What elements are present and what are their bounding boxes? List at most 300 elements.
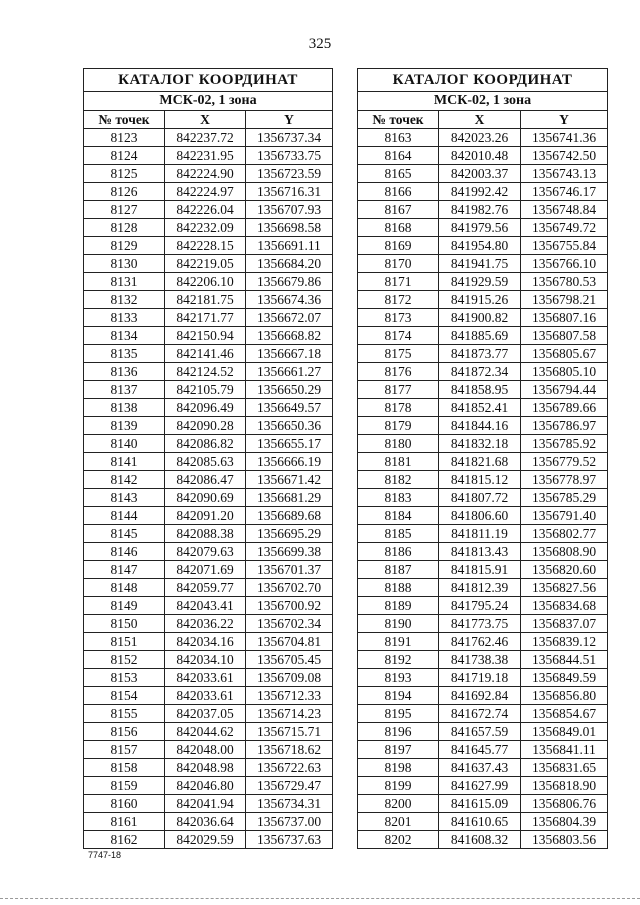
y-coordinate-cell: 1356803.56 — [521, 831, 608, 849]
point-number-cell: 8128 — [84, 219, 165, 237]
x-coordinate-cell: 842033.61 — [165, 687, 246, 705]
y-coordinate-cell: 1356701.37 — [246, 561, 333, 579]
x-coordinate-cell: 841954.80 — [439, 237, 521, 255]
x-coordinate-cell: 842232.09 — [165, 219, 246, 237]
x-coordinate-cell: 841627.99 — [439, 777, 521, 795]
x-coordinate-cell: 841941.75 — [439, 255, 521, 273]
x-coordinate-cell: 841608.32 — [439, 831, 521, 849]
point-number-cell: 8142 — [84, 471, 165, 489]
table-row — [358, 309, 608, 327]
y-coordinate-cell: 1356807.16 — [521, 309, 608, 327]
x-coordinate-cell: 842086.82 — [165, 435, 246, 453]
point-number-cell: 8149 — [84, 597, 165, 615]
table-row — [84, 579, 333, 597]
x-coordinate-cell: 842048.98 — [165, 759, 246, 777]
table-row — [84, 489, 333, 507]
table-row — [84, 795, 333, 813]
x-coordinate-cell: 841692.84 — [439, 687, 521, 705]
x-coordinate-cell: 842036.64 — [165, 813, 246, 831]
point-number-cell: 8175 — [358, 345, 439, 363]
x-coordinate-cell: 842228.15 — [165, 237, 246, 255]
point-number-cell: 8195 — [358, 705, 439, 723]
point-number-cell: 8171 — [358, 273, 439, 291]
table-row — [358, 237, 608, 255]
y-coordinate-cell: 1356668.82 — [246, 327, 333, 345]
table-row — [358, 669, 608, 687]
table-row — [84, 705, 333, 723]
point-number-cell: 8177 — [358, 381, 439, 399]
y-coordinate-cell: 1356722.63 — [246, 759, 333, 777]
table-row — [84, 597, 333, 615]
y-coordinate-cell: 1356737.63 — [246, 831, 333, 849]
point-number-cell: 8160 — [84, 795, 165, 813]
table-row — [84, 273, 333, 291]
y-coordinate-cell: 1356737.00 — [246, 813, 333, 831]
y-coordinate-cell: 1356723.59 — [246, 165, 333, 183]
point-number-cell: 8159 — [84, 777, 165, 795]
x-coordinate-cell: 842224.97 — [165, 183, 246, 201]
point-number-cell: 8127 — [84, 201, 165, 219]
x-coordinate-cell: 841915.26 — [439, 291, 521, 309]
y-coordinate-cell: 1356698.58 — [246, 219, 333, 237]
y-coordinate-cell: 1356715.71 — [246, 723, 333, 741]
x-coordinate-cell: 842090.69 — [165, 489, 246, 507]
catalog-title: КАТАЛОГ КООРДИНАТ — [358, 69, 608, 92]
y-coordinate-cell: 1356805.67 — [521, 345, 608, 363]
point-number-cell: 8189 — [358, 597, 439, 615]
y-coordinate-cell: 1356802.77 — [521, 525, 608, 543]
y-coordinate-cell: 1356734.31 — [246, 795, 333, 813]
y-coordinate-cell: 1356655.17 — [246, 435, 333, 453]
y-coordinate-cell: 1356834.68 — [521, 597, 608, 615]
table-row — [84, 255, 333, 273]
y-coordinate-cell: 1356679.86 — [246, 273, 333, 291]
y-coordinate-cell: 1356849.01 — [521, 723, 608, 741]
table-row — [84, 669, 333, 687]
table-row — [84, 327, 333, 345]
point-number-cell: 8146 — [84, 543, 165, 561]
table-row — [358, 489, 608, 507]
y-coordinate-cell: 1356791.40 — [521, 507, 608, 525]
x-coordinate-cell: 842088.38 — [165, 525, 246, 543]
table-row — [84, 831, 333, 849]
point-number-cell: 8201 — [358, 813, 439, 831]
table-row — [358, 687, 608, 705]
document-footer-code: 7747-18 — [88, 850, 122, 860]
table-row — [358, 399, 608, 417]
table-row — [358, 291, 608, 309]
point-number-cell: 8163 — [358, 129, 439, 147]
y-coordinate-cell: 1356741.36 — [521, 129, 608, 147]
y-coordinate-cell: 1356785.92 — [521, 435, 608, 453]
y-coordinate-cell: 1356856.80 — [521, 687, 608, 705]
x-coordinate-cell: 842231.95 — [165, 147, 246, 165]
table-row — [358, 795, 608, 813]
point-number-cell: 8138 — [84, 399, 165, 417]
x-coordinate-cell: 842036.22 — [165, 615, 246, 633]
table-row — [84, 507, 333, 525]
table-row — [84, 615, 333, 633]
y-coordinate-cell: 1356704.81 — [246, 633, 333, 651]
table-row — [358, 201, 608, 219]
x-coordinate-cell: 841858.95 — [439, 381, 521, 399]
y-coordinate-cell: 1356789.66 — [521, 399, 608, 417]
y-coordinate-cell: 1356702.34 — [246, 615, 333, 633]
y-coordinate-cell: 1356714.23 — [246, 705, 333, 723]
table-body — [358, 129, 608, 849]
point-number-cell: 8196 — [358, 723, 439, 741]
point-number-cell: 8185 — [358, 525, 439, 543]
table-row — [358, 561, 608, 579]
table-row — [358, 633, 608, 651]
point-number-cell: 8188 — [358, 579, 439, 597]
point-number-cell: 8134 — [84, 327, 165, 345]
x-coordinate-cell: 842029.59 — [165, 831, 246, 849]
point-number-cell: 8183 — [358, 489, 439, 507]
point-number-cell: 8167 — [358, 201, 439, 219]
x-coordinate-cell: 841821.68 — [439, 453, 521, 471]
point-number-cell: 8191 — [358, 633, 439, 651]
y-coordinate-cell: 1356786.97 — [521, 417, 608, 435]
table-row — [84, 309, 333, 327]
point-number-cell: 8174 — [358, 327, 439, 345]
y-coordinate-cell: 1356804.39 — [521, 813, 608, 831]
y-coordinate-cell: 1356705.45 — [246, 651, 333, 669]
y-coordinate-cell: 1356755.84 — [521, 237, 608, 255]
x-coordinate-cell: 841610.65 — [439, 813, 521, 831]
point-number-cell: 8156 — [84, 723, 165, 741]
y-coordinate-cell: 1356778.97 — [521, 471, 608, 489]
x-coordinate-cell: 842226.04 — [165, 201, 246, 219]
table-row — [358, 327, 608, 345]
point-number-cell: 8182 — [358, 471, 439, 489]
point-number-cell: 8130 — [84, 255, 165, 273]
point-number-cell: 8141 — [84, 453, 165, 471]
point-number-cell: 8198 — [358, 759, 439, 777]
point-number-cell: 8148 — [84, 579, 165, 597]
table-row — [84, 165, 333, 183]
point-number-cell: 8147 — [84, 561, 165, 579]
y-coordinate-cell: 1356841.11 — [521, 741, 608, 759]
point-number-cell: 8178 — [358, 399, 439, 417]
y-coordinate-cell: 1356650.29 — [246, 381, 333, 399]
x-coordinate-cell: 841811.19 — [439, 525, 521, 543]
x-coordinate-cell: 841645.77 — [439, 741, 521, 759]
table-row — [84, 417, 333, 435]
point-number-cell: 8139 — [84, 417, 165, 435]
x-coordinate-cell: 841812.39 — [439, 579, 521, 597]
point-number-cell: 8168 — [358, 219, 439, 237]
y-coordinate-cell: 1356709.08 — [246, 669, 333, 687]
table-row — [84, 219, 333, 237]
y-coordinate-cell: 1356827.56 — [521, 579, 608, 597]
table-row — [358, 273, 608, 291]
table-row — [358, 255, 608, 273]
y-coordinate-cell: 1356707.93 — [246, 201, 333, 219]
y-coordinate-cell: 1356748.84 — [521, 201, 608, 219]
point-number-cell: 8176 — [358, 363, 439, 381]
x-coordinate-cell: 841873.77 — [439, 345, 521, 363]
table-row — [358, 147, 608, 165]
table-row — [84, 543, 333, 561]
x-coordinate-cell: 841900.82 — [439, 309, 521, 327]
table-row — [358, 363, 608, 381]
point-number-cell: 8137 — [84, 381, 165, 399]
x-coordinate-cell: 841773.75 — [439, 615, 521, 633]
x-coordinate-cell: 842046.80 — [165, 777, 246, 795]
y-coordinate-cell: 1356737.34 — [246, 129, 333, 147]
table-row — [358, 723, 608, 741]
table-row — [84, 471, 333, 489]
table-row — [84, 633, 333, 651]
y-coordinate-cell: 1356806.76 — [521, 795, 608, 813]
y-coordinate-cell: 1356674.36 — [246, 291, 333, 309]
coordinate-system-subtitle: МСК-02, 1 зона — [358, 92, 608, 111]
y-coordinate-cell: 1356700.92 — [246, 597, 333, 615]
x-coordinate-cell: 842141.46 — [165, 345, 246, 363]
point-number-cell: 8179 — [358, 417, 439, 435]
point-number-cell: 8145 — [84, 525, 165, 543]
y-coordinate-cell: 1356729.47 — [246, 777, 333, 795]
y-coordinate-cell: 1356712.33 — [246, 687, 333, 705]
x-coordinate-cell: 842043.41 — [165, 597, 246, 615]
y-coordinate-cell: 1356779.52 — [521, 453, 608, 471]
x-coordinate-cell: 841815.91 — [439, 561, 521, 579]
x-coordinate-cell: 841807.72 — [439, 489, 521, 507]
x-coordinate-cell: 842010.48 — [439, 147, 521, 165]
column-header-y: Y — [521, 111, 608, 129]
x-coordinate-cell: 842079.63 — [165, 543, 246, 561]
point-number-cell: 8197 — [358, 741, 439, 759]
point-number-cell: 8181 — [358, 453, 439, 471]
x-coordinate-cell: 842059.77 — [165, 579, 246, 597]
table-row — [84, 435, 333, 453]
column-header-point-number: № точек — [84, 111, 165, 129]
x-coordinate-cell: 841719.18 — [439, 669, 521, 687]
point-number-cell: 8143 — [84, 489, 165, 507]
point-number-cell: 8136 — [84, 363, 165, 381]
x-coordinate-cell: 841832.18 — [439, 435, 521, 453]
table-row — [84, 381, 333, 399]
y-coordinate-cell: 1356746.17 — [521, 183, 608, 201]
x-coordinate-cell: 842171.77 — [165, 309, 246, 327]
table-row — [84, 723, 333, 741]
point-number-cell: 8161 — [84, 813, 165, 831]
point-number-cell: 8126 — [84, 183, 165, 201]
table-row — [358, 705, 608, 723]
x-coordinate-cell: 842096.49 — [165, 399, 246, 417]
x-coordinate-cell: 841615.09 — [439, 795, 521, 813]
x-coordinate-cell: 842086.47 — [165, 471, 246, 489]
table-row — [84, 201, 333, 219]
y-coordinate-cell: 1356681.29 — [246, 489, 333, 507]
table-row — [358, 579, 608, 597]
table-row — [84, 777, 333, 795]
y-coordinate-cell: 1356699.38 — [246, 543, 333, 561]
y-coordinate-cell: 1356742.50 — [521, 147, 608, 165]
table-row — [84, 345, 333, 363]
point-number-cell: 8131 — [84, 273, 165, 291]
x-coordinate-cell: 842150.94 — [165, 327, 246, 345]
y-coordinate-cell: 1356743.13 — [521, 165, 608, 183]
y-coordinate-cell: 1356661.27 — [246, 363, 333, 381]
point-number-cell: 8164 — [358, 147, 439, 165]
point-number-cell: 8187 — [358, 561, 439, 579]
table-row — [358, 417, 608, 435]
table-row — [358, 165, 608, 183]
x-coordinate-cell: 842181.75 — [165, 291, 246, 309]
point-number-cell: 8166 — [358, 183, 439, 201]
y-coordinate-cell: 1356672.07 — [246, 309, 333, 327]
y-coordinate-cell: 1356798.21 — [521, 291, 608, 309]
x-coordinate-cell: 842091.20 — [165, 507, 246, 525]
y-coordinate-cell: 1356689.68 — [246, 507, 333, 525]
x-coordinate-cell: 842048.00 — [165, 741, 246, 759]
table-row — [358, 219, 608, 237]
x-coordinate-cell: 841806.60 — [439, 507, 521, 525]
x-coordinate-cell: 841738.38 — [439, 651, 521, 669]
x-coordinate-cell: 841672.74 — [439, 705, 521, 723]
point-number-cell: 8123 — [84, 129, 165, 147]
table-row — [84, 399, 333, 417]
y-coordinate-cell: 1356766.10 — [521, 255, 608, 273]
point-number-cell: 8152 — [84, 651, 165, 669]
coordinate-catalog-table-left — [83, 68, 333, 849]
page-number: 325 — [308, 36, 332, 52]
table-row — [358, 777, 608, 795]
y-coordinate-cell: 1356849.59 — [521, 669, 608, 687]
x-coordinate-cell: 842237.72 — [165, 129, 246, 147]
x-coordinate-cell: 841762.46 — [439, 633, 521, 651]
table-row — [358, 471, 608, 489]
point-number-cell: 8129 — [84, 237, 165, 255]
x-coordinate-cell: 841844.16 — [439, 417, 521, 435]
point-number-cell: 8169 — [358, 237, 439, 255]
x-coordinate-cell: 842044.62 — [165, 723, 246, 741]
y-coordinate-cell: 1356695.29 — [246, 525, 333, 543]
table-row — [84, 759, 333, 777]
point-number-cell: 8192 — [358, 651, 439, 669]
y-coordinate-cell: 1356671.42 — [246, 471, 333, 489]
y-coordinate-cell: 1356844.51 — [521, 651, 608, 669]
column-header-y: Y — [246, 111, 333, 129]
point-number-cell: 8155 — [84, 705, 165, 723]
x-coordinate-cell: 842105.79 — [165, 381, 246, 399]
coordinate-system-subtitle: МСК-02, 1 зона — [84, 92, 333, 111]
point-number-cell: 8151 — [84, 633, 165, 651]
column-header-x: X — [165, 111, 246, 129]
table-row — [358, 615, 608, 633]
y-coordinate-cell: 1356807.58 — [521, 327, 608, 345]
point-number-cell: 8194 — [358, 687, 439, 705]
y-coordinate-cell: 1356839.12 — [521, 633, 608, 651]
point-number-cell: 8186 — [358, 543, 439, 561]
point-number-cell: 8154 — [84, 687, 165, 705]
y-coordinate-cell: 1356831.65 — [521, 759, 608, 777]
table-row — [84, 147, 333, 165]
x-coordinate-cell: 841872.34 — [439, 363, 521, 381]
y-coordinate-cell: 1356691.11 — [246, 237, 333, 255]
y-coordinate-cell: 1356716.31 — [246, 183, 333, 201]
x-coordinate-cell: 841982.76 — [439, 201, 521, 219]
table-row — [84, 129, 333, 147]
table-row — [358, 129, 608, 147]
y-coordinate-cell: 1356808.90 — [521, 543, 608, 561]
point-number-cell: 8144 — [84, 507, 165, 525]
point-number-cell: 8184 — [358, 507, 439, 525]
y-coordinate-cell: 1356718.62 — [246, 741, 333, 759]
point-number-cell: 8202 — [358, 831, 439, 849]
x-coordinate-cell: 842085.63 — [165, 453, 246, 471]
x-coordinate-cell: 842090.28 — [165, 417, 246, 435]
point-number-cell: 8190 — [358, 615, 439, 633]
y-coordinate-cell: 1356667.18 — [246, 345, 333, 363]
x-coordinate-cell: 841813.43 — [439, 543, 521, 561]
x-coordinate-cell: 842071.69 — [165, 561, 246, 579]
point-number-cell: 8170 — [358, 255, 439, 273]
point-number-cell: 8150 — [84, 615, 165, 633]
table-row — [84, 183, 333, 201]
table-row — [84, 453, 333, 471]
y-coordinate-cell: 1356733.75 — [246, 147, 333, 165]
table-row — [84, 525, 333, 543]
x-coordinate-cell: 841979.56 — [439, 219, 521, 237]
y-coordinate-cell: 1356780.53 — [521, 273, 608, 291]
y-coordinate-cell: 1356650.36 — [246, 417, 333, 435]
table-row — [358, 453, 608, 471]
y-coordinate-cell: 1356805.10 — [521, 363, 608, 381]
point-number-cell: 8180 — [358, 435, 439, 453]
x-coordinate-cell: 842041.94 — [165, 795, 246, 813]
table-row — [84, 651, 333, 669]
table-row — [84, 561, 333, 579]
y-coordinate-cell: 1356854.67 — [521, 705, 608, 723]
point-number-cell: 8193 — [358, 669, 439, 687]
y-coordinate-cell: 1356837.07 — [521, 615, 608, 633]
table-row — [84, 291, 333, 309]
y-coordinate-cell: 1356649.57 — [246, 399, 333, 417]
x-coordinate-cell: 841885.69 — [439, 327, 521, 345]
table-row — [358, 741, 608, 759]
column-header-point-number: № точек — [358, 111, 439, 129]
table-row — [358, 183, 608, 201]
y-coordinate-cell: 1356749.72 — [521, 219, 608, 237]
point-number-cell: 8124 — [84, 147, 165, 165]
column-header-x: X — [439, 111, 521, 129]
point-number-cell: 8200 — [358, 795, 439, 813]
table-row — [358, 831, 608, 849]
y-coordinate-cell: 1356818.90 — [521, 777, 608, 795]
y-coordinate-cell: 1356702.70 — [246, 579, 333, 597]
x-coordinate-cell: 841852.41 — [439, 399, 521, 417]
point-number-cell: 8133 — [84, 309, 165, 327]
x-coordinate-cell: 842003.37 — [439, 165, 521, 183]
x-coordinate-cell: 841795.24 — [439, 597, 521, 615]
point-number-cell: 8165 — [358, 165, 439, 183]
table-row — [358, 759, 608, 777]
point-number-cell: 8162 — [84, 831, 165, 849]
table-row — [84, 687, 333, 705]
y-coordinate-cell: 1356794.44 — [521, 381, 608, 399]
table-row — [84, 363, 333, 381]
x-coordinate-cell: 841637.43 — [439, 759, 521, 777]
table-row — [358, 543, 608, 561]
y-coordinate-cell: 1356666.19 — [246, 453, 333, 471]
x-coordinate-cell: 842224.90 — [165, 165, 246, 183]
table-row — [358, 345, 608, 363]
point-number-cell: 8140 — [84, 435, 165, 453]
page-bottom-divider — [0, 898, 640, 900]
